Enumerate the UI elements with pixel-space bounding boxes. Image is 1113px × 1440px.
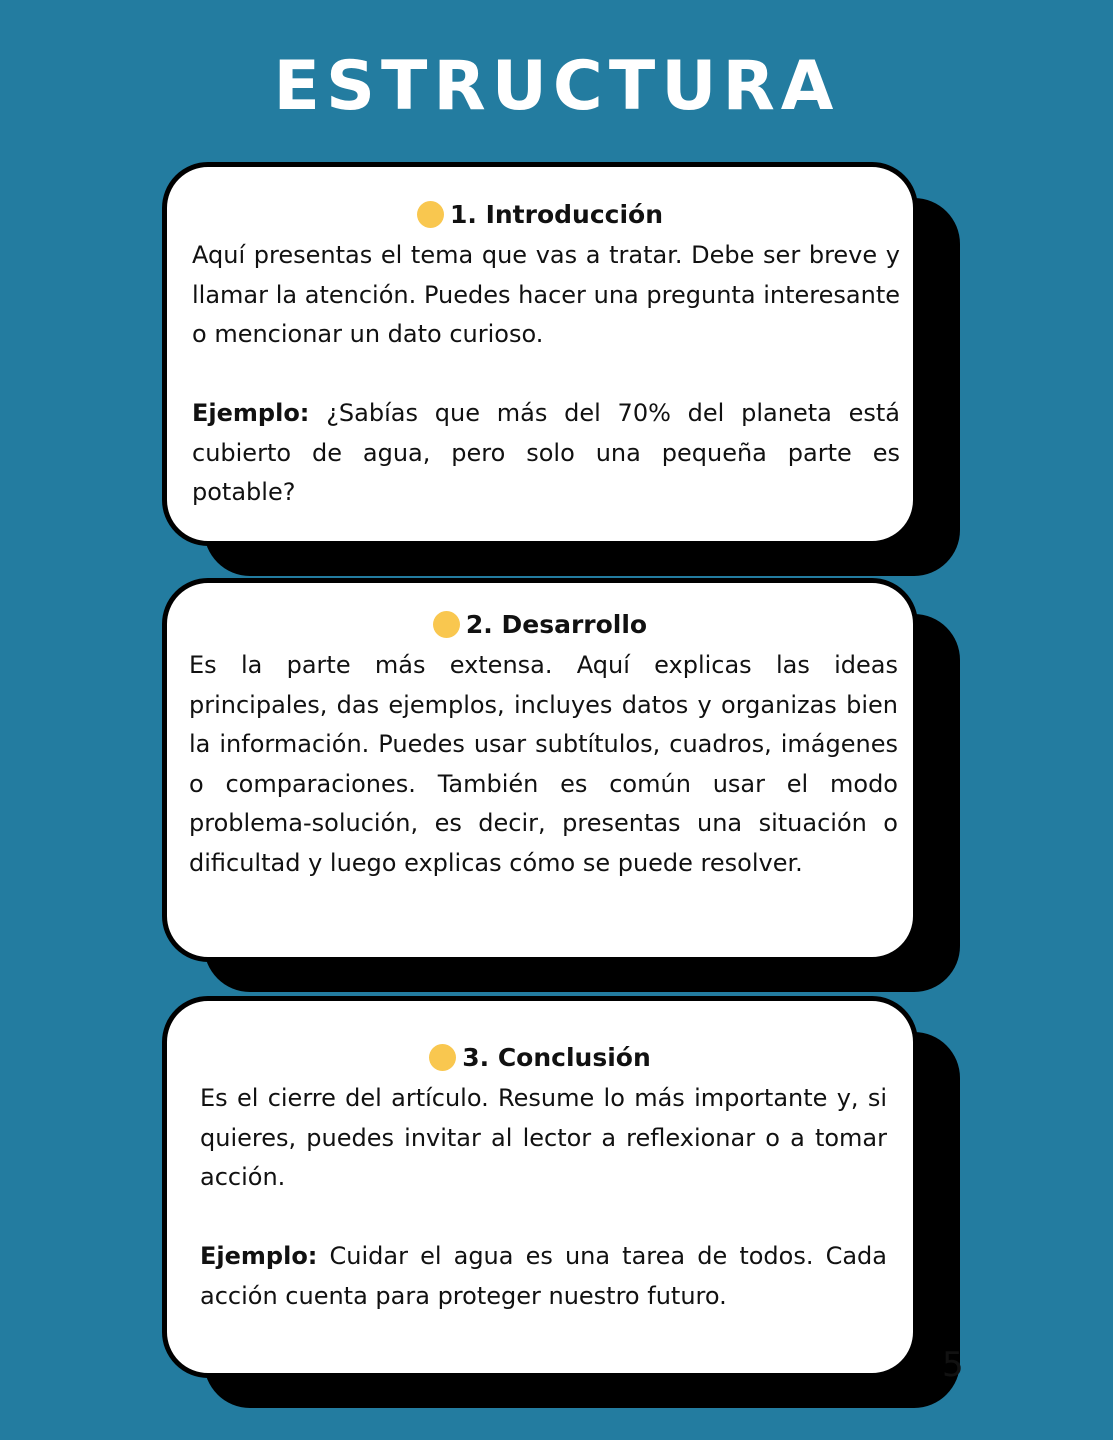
section-heading-text: 2. Desarrollo — [465, 610, 648, 639]
section-heading — [167, 610, 913, 640]
section-conclusion — [162, 996, 918, 1378]
bullet-dot-icon — [417, 201, 444, 228]
section-introduccion — [162, 162, 918, 546]
example-paragraph — [192, 394, 900, 513]
bullet-dot-icon — [429, 1044, 456, 1071]
section-heading-text: 1. Introducción — [449, 200, 664, 229]
card — [162, 996, 918, 1378]
section-paragraph: Aquí presentas el tema que vas a tratar. Debe ser breve y llamar la atención. Puedes hacer una pregunta interesante o mencionar un dato curioso. — [192, 241, 900, 348]
page-title: ESTRUCTURA — [273, 47, 840, 126]
section-body — [189, 646, 898, 883]
example-text: ¿Sabías que más del 70% del planeta está cubierto de agua, pero solo una pequeña parte es potable? — [192, 399, 900, 506]
section-desarrollo — [162, 578, 918, 962]
example-label: Ejemplo: — [192, 399, 310, 427]
example-label: Ejemplo: — [200, 1242, 318, 1270]
card — [162, 162, 918, 546]
page-number: 5 — [942, 1345, 964, 1385]
section-body — [200, 1079, 887, 1316]
bullet-dot-icon — [433, 611, 460, 638]
card — [162, 578, 918, 962]
section-paragraph: Es la parte más extensa. Aquí explicas las ideas principales, das ejemplos, incluyes datos y organizas bien la información. Puedes usar subtítulos, cuadros, imágenes o comparaciones. También es común usar el modo problema-solución, es decir, presentas una situación o dificultad y luego explicas cómo se puede resolver. — [189, 651, 898, 877]
example-paragraph — [200, 1237, 887, 1316]
section-heading-text: 3. Conclusión — [462, 1043, 651, 1072]
section-heading — [167, 200, 913, 230]
section-heading — [167, 1043, 913, 1073]
section-paragraph: Es el cierre del artículo. Resume lo más importante y, si quieres, puedes invitar al lector a reflexionar o a tomar acción. — [200, 1084, 887, 1191]
section-body — [192, 236, 900, 513]
example-text: Cuidar el agua es una tarea de todos. Cada acción cuenta para proteger nuestro futuro. — [200, 1242, 887, 1310]
